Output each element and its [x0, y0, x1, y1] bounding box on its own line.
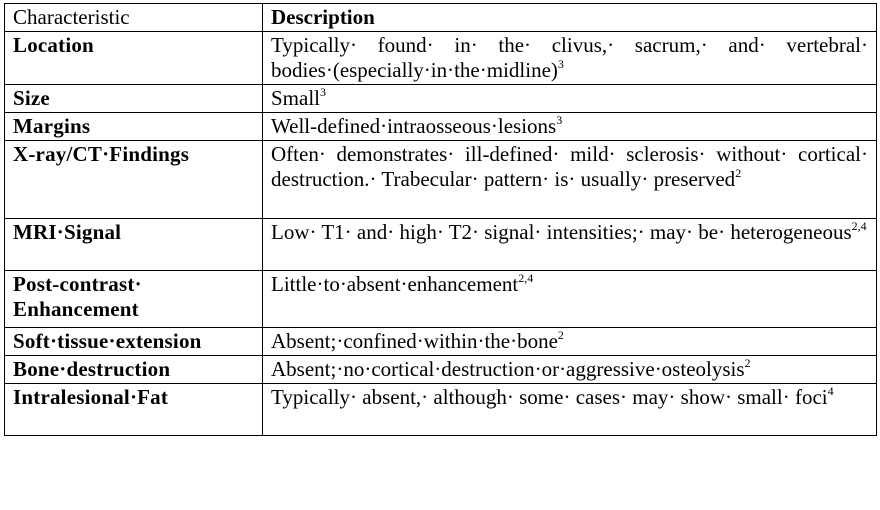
row-description — [263, 219, 877, 271]
header-description: Description — [263, 4, 877, 32]
row-description-text: Absent;·confined·within·the·bone — [271, 329, 558, 353]
row-label: Size — [5, 85, 263, 113]
citation: 2 — [744, 356, 751, 370]
citation: 2,4 — [518, 271, 534, 285]
row-description — [263, 85, 877, 113]
row-description — [263, 328, 877, 356]
row-description — [263, 271, 877, 328]
citation: 3 — [557, 57, 564, 71]
row-description-text: Little·to·absent·enhancement — [271, 272, 519, 296]
row-label: Intralesional·Fat — [5, 384, 263, 436]
table-row — [5, 328, 877, 356]
row-description — [263, 141, 877, 219]
characteristics-table — [4, 3, 877, 436]
table-row — [5, 141, 877, 219]
row-description — [263, 356, 877, 384]
citation: 3 — [556, 113, 563, 127]
row-description-text: Absent;·no·cortical·destruction·or·aggressive·osteolysis — [271, 357, 745, 381]
row-description-text: Typically· absent,· although· some· cases· may· show· small· foci — [271, 385, 828, 409]
row-label: X-ray/CT·Findings — [5, 141, 263, 219]
citation: 2,4 — [851, 219, 867, 233]
citation: 3 — [320, 85, 327, 99]
row-description-text: Low· T1· and· high· T2· signal· intensities;· may· be· heterogeneous — [271, 220, 852, 244]
row-description — [263, 384, 877, 436]
row-label: MRI·Signal — [5, 219, 263, 271]
header-row — [5, 4, 877, 32]
table-row — [5, 113, 877, 141]
citation: 2 — [557, 328, 564, 342]
row-label: Soft·tissue·extension — [5, 328, 263, 356]
table-row — [5, 384, 877, 436]
table-row — [5, 271, 877, 328]
row-label: Post-contrast· Enhancement — [5, 271, 263, 328]
table-row — [5, 219, 877, 271]
row-description-text: Small — [271, 86, 321, 110]
row-description-text: Well-defined·intraosseous·lesions — [271, 114, 557, 138]
citation: 2 — [735, 166, 742, 180]
table-row — [5, 356, 877, 384]
row-label: Bone·destruction — [5, 356, 263, 384]
row-description-text: Often· demonstrates· ill-defined· mild· sclerosis· without· cortical· destruction.· Trabecular· pattern· is· usually· preserved — [271, 142, 868, 191]
row-label: Location — [5, 32, 263, 85]
row-description-text: Typically· found· in· the· clivus,· sacrum,· and· vertebral· bodies·(especially·in·the·midline) — [271, 33, 868, 82]
row-description — [263, 32, 877, 85]
row-description — [263, 113, 877, 141]
table-row — [5, 85, 877, 113]
row-label: Margins — [5, 113, 263, 141]
header-characteristic: Characteristic — [5, 4, 263, 32]
table-row — [5, 32, 877, 85]
citation: 4 — [827, 384, 834, 398]
